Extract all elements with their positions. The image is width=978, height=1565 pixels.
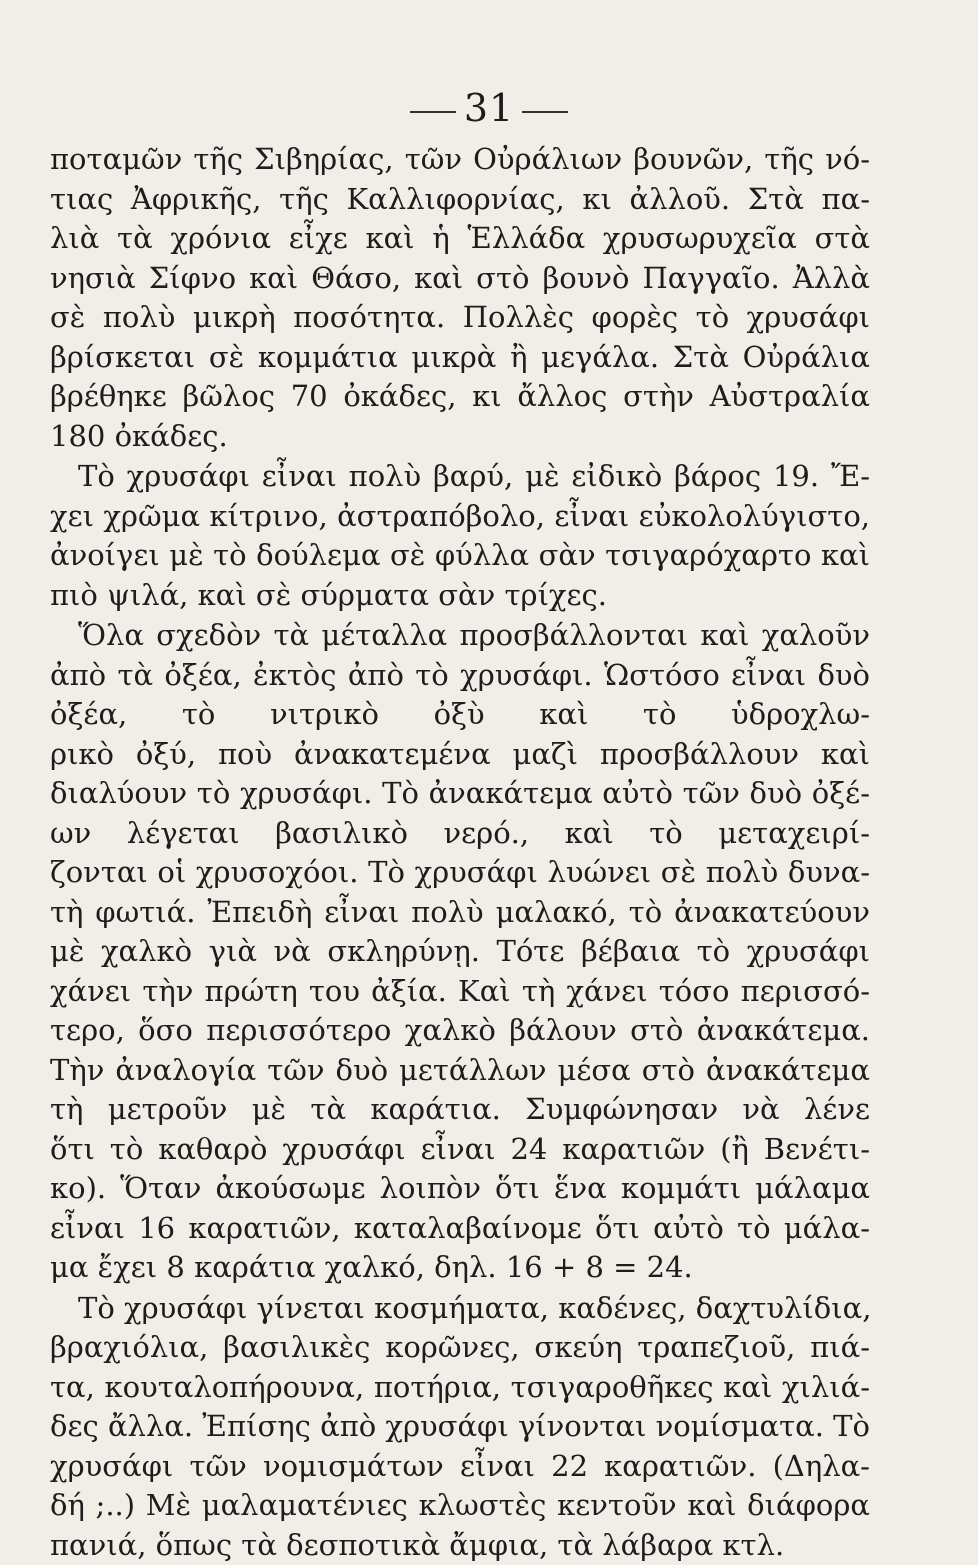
text-line: ποταμῶν τῆς Σιβηρίας, τῶν Οὐράλιων βουνῶν, τῆς νό-: [50, 140, 870, 180]
text-line: ὅτι τὸ καθαρὸ χρυσάφι εἶναι 24 καρατιῶν (ἢ Βενέτι-: [50, 1130, 870, 1170]
text-line: εἶναι 16 καρατιῶν, καταλαβαίνομε ὅτι αὐτὸ τὸ μάλα-: [50, 1209, 870, 1249]
text-line: τὴ φωτιά. Ἐπειδὴ εἶναι πολὺ μαλακό, τὸ ἀνακατεύουν: [50, 893, 870, 933]
text-line: διαλύουν τὸ χρυσάφι. Τὸ ἀνακάτεμα αὐτὸ τῶν δυὸ ὀξέ-: [50, 774, 870, 814]
page-number: 31: [464, 86, 514, 130]
text-line: ζονται οἱ χρυσοχόοι. Τὸ χρυσάφι λυώνει σὲ πολὺ δυνα-: [50, 853, 870, 893]
text-line: βρέθηκε βῶλος 70 ὀκάδες, κι ἄλλος στὴν Αὐστραλία: [50, 377, 870, 417]
text-line: χει χρῶμα κίτρινο, ἀστραπόβολο, εἶναι εὐκολολύγιστο,: [50, 497, 870, 537]
text-line: τα, κουταλοπήρουνα, ποτήρια, τσιγαροθῆκες καὶ χιλιά-: [50, 1368, 870, 1408]
text-line: 180 ὀκάδες.: [50, 417, 870, 457]
text-line: χάνει τὴν πρώτη του ἀξία. Καὶ τὴ χάνει τόσο περισσό-: [50, 972, 870, 1012]
text-line: τὴ μετροῦν μὲ τὰ καράτια. Συμφώνησαν νὰ λένε: [50, 1090, 870, 1130]
text-line: ων λέγεται βασιλικὸ νερό., καὶ τὸ μεταχειρί-: [50, 814, 870, 854]
text-line: ρικὸ ὀξύ, ποὺ ἀνακατεμένα μαζὶ προσβάλλουν καὶ: [50, 735, 870, 775]
header-dash-left: [410, 111, 456, 113]
page-header: [0, 86, 978, 130]
paragraph-2: [50, 457, 870, 615]
text-line: λιὰ τὰ χρόνια εἶχε καὶ ἡ Ἑλλάδα χρυσωρυχεῖα στὰ: [50, 219, 870, 259]
paragraph-3: [50, 616, 870, 1288]
paragraph-1: [50, 140, 870, 456]
text-line: δή ;..) Μὲ μαλαματένιες κλωστὲς κεντοῦν καὶ διάφορα: [50, 1486, 870, 1526]
paragraph-4: [50, 1289, 870, 1565]
text-line: νησιὰ Σίφνο καὶ Θάσο, καὶ στὸ βουνὸ Παγγαῖο. Ἀλλὰ: [50, 259, 870, 299]
text-line: Ὅλα σχεδὸν τὰ μέταλλα προσβάλλονται καὶ χαλοῦν: [50, 616, 870, 656]
text-line: κο). Ὅταν ἀκούσωμε λοιπὸν ὅτι ἕνα κομμάτι μάλαμα: [50, 1169, 870, 1209]
text-line: τιας Ἀφρικῆς, τῆς Καλλιφορνίας, κι ἀλλοῦ. Στὰ πα-: [50, 180, 870, 220]
text-line: σὲ πολὺ μικρὴ ποσότητα. Πολλὲς φορὲς τὸ χρυσάφι: [50, 298, 870, 338]
text-line: ὀξέα, τὸ νιτρικὸ ὀξὺ καὶ τὸ ὑδροχλω-: [50, 695, 870, 735]
text-line: ἀπὸ τὰ ὀξέα, ἐκτὸς ἀπὸ τὸ χρυσάφι. Ὡστόσο εἶναι δυὸ: [50, 656, 870, 696]
text-line: χρυσάφι τῶν νομισμάτων εἶναι 22 καρατιῶν. (Δηλα-: [50, 1447, 870, 1487]
page-body: [50, 140, 870, 1565]
text-line: τερο, ὅσο περισσότερο χαλκὸ βάλουν στὸ ἀνακάτεμα.: [50, 1011, 870, 1051]
text-line: πανιά, ὅπως τὰ δεσποτικὰ ἄμφια, τὰ λάβαρα κτλ.: [50, 1526, 870, 1565]
text-line: Τὸ χρυσάφι εἶναι πολὺ βαρύ, μὲ εἰδικὸ βάρος 19. Ἔ-: [50, 457, 870, 497]
header-dash-right: [522, 111, 568, 113]
text-line: Τὸ χρυσάφι γίνεται κοσμήματα, καδένες, δαχτυλίδια,: [50, 1289, 870, 1329]
text-line: δες ἄλλα. Ἐπίσης ἀπὸ χρυσάφι γίνονται νομίσματα. Τὸ: [50, 1407, 870, 1447]
text-line: ἀνοίγει μὲ τὸ δούλεμα σὲ φύλλα σὰν τσιγαρόχαρτο καὶ: [50, 536, 870, 576]
text-line: μὲ χαλκὸ γιὰ νὰ σκληρύνῃ. Τότε βέβαια τὸ χρυσάφι: [50, 932, 870, 972]
text-line: μα ἔχει 8 καράτια χαλκό, δηλ. 16 + 8 = 24.: [50, 1248, 870, 1288]
text-line: πιὸ ψιλά, καὶ σὲ σύρματα σὰν τρίχες.: [50, 576, 870, 616]
text-line: βραχιόλια, βασιλικὲς κορῶνες, σκεύη τραπεζιοῦ, πιά-: [50, 1328, 870, 1368]
text-line: βρίσκεται σὲ κομμάτια μικρὰ ἢ μεγάλα. Στὰ Οὐράλια: [50, 338, 870, 378]
text-line: Τὴν ἀναλογία τῶν δυὸ μετάλλων μέσα στὸ ἀνακάτεμα: [50, 1051, 870, 1091]
